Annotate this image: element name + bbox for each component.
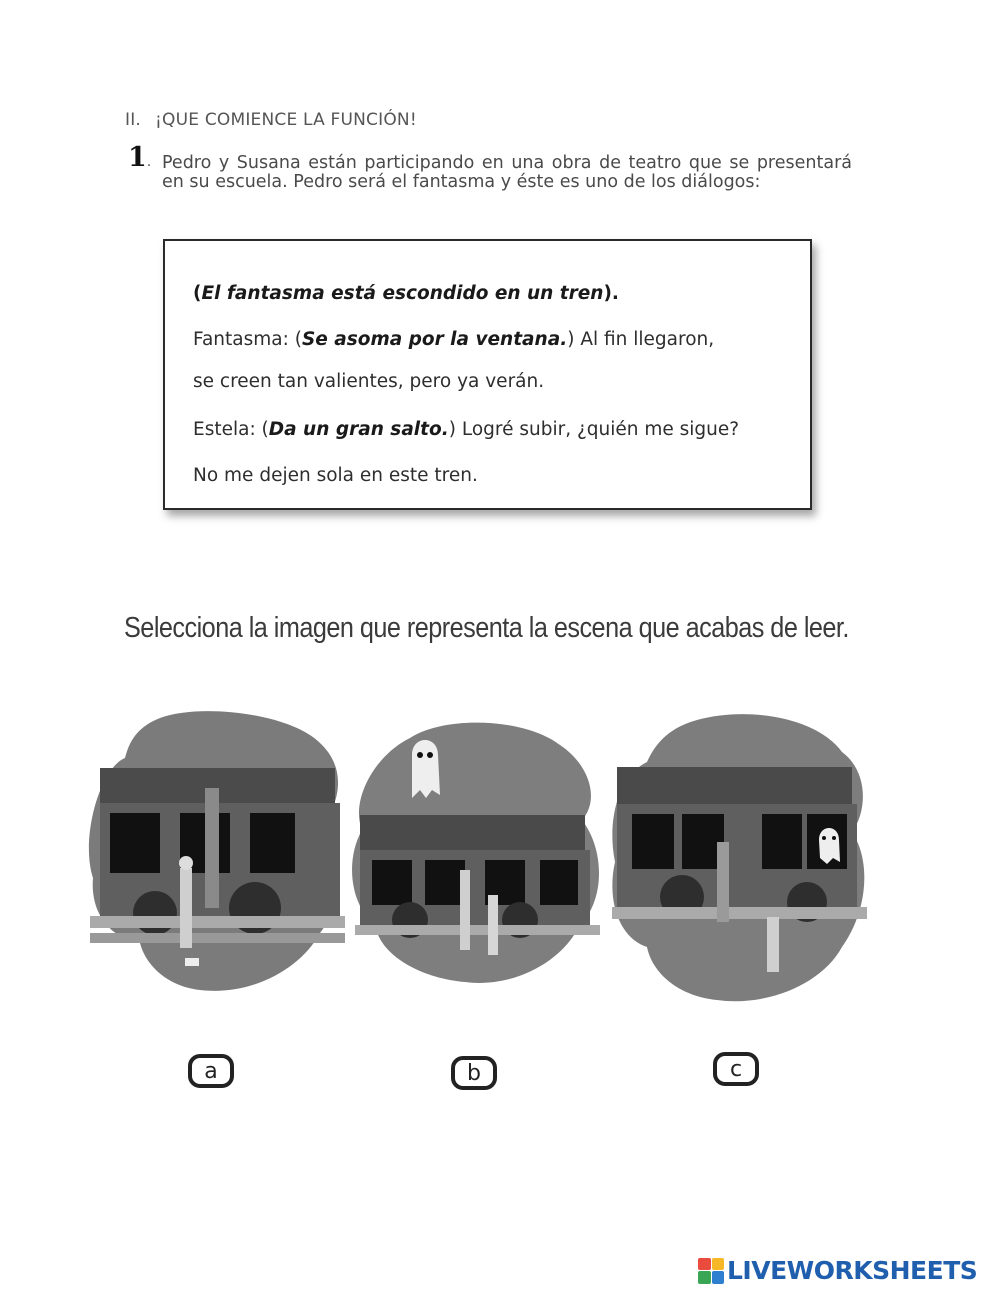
dialog-paren-close: ). xyxy=(603,283,619,304)
question-number-dot: . xyxy=(146,154,152,170)
dialog-line-3: se creen tan valientes, pero ya verán. xyxy=(193,371,545,392)
frame-line xyxy=(0,6,2,446)
dialog-text-4: ) Logré subir, ¿quién me sigue? xyxy=(448,419,740,440)
section-heading: ¡QUE COMIENCE LA FUNCIÓN! xyxy=(155,110,417,130)
speaker-estela: Estela: ( xyxy=(193,419,269,440)
stage-direction-4: Da un gran salto. xyxy=(268,419,449,440)
option-c-button[interactable]: c xyxy=(713,1052,759,1086)
dialog-paren-open: ( xyxy=(193,283,202,304)
option-b-button[interactable]: b xyxy=(451,1056,497,1090)
question-number-digit: 1 xyxy=(128,142,147,173)
dialog-line-4 xyxy=(193,419,739,440)
stage-direction-2: Se asoma por la ventana. xyxy=(301,329,568,350)
frame-line xyxy=(0,446,2,966)
dialog-box xyxy=(163,239,812,510)
dialog-line-2 xyxy=(193,329,714,350)
scene-image-c[interactable] xyxy=(607,712,872,1012)
logo-square-blue xyxy=(712,1271,725,1284)
speaker-fantasma: Fantasma: ( xyxy=(193,329,302,350)
stage-direction-1: El fantasma está escondido en un tren xyxy=(201,283,604,304)
dialog-line-5: No me dejen sola en este tren. xyxy=(193,465,478,486)
question-prompt: Pedro y Susana están participando en una obra de teatro que se presentará en su escuela. Pedro será el fantasma y éste es uno de los diálogos: xyxy=(162,153,852,192)
liveworksheets-logo-icon xyxy=(698,1258,724,1284)
question-number xyxy=(128,142,151,173)
option-a-button[interactable]: a xyxy=(188,1054,234,1088)
activity-instruction: Selecciona la imagen que representa la escena que acabas de leer. xyxy=(124,612,849,644)
logo-square-yellow xyxy=(712,1258,725,1271)
scene-image-a[interactable] xyxy=(85,708,345,998)
liveworksheets-logo-text: LIVEWORKSHEETS xyxy=(727,1256,978,1285)
dialog-text-2: ) Al fin llegaron, xyxy=(567,329,715,350)
frame-line xyxy=(0,4,120,6)
section-title xyxy=(125,110,417,130)
dialog-line-1 xyxy=(193,283,619,304)
logo-square-green xyxy=(698,1271,711,1284)
liveworksheets-logo[interactable] xyxy=(698,1256,977,1285)
section-number: II. xyxy=(125,110,142,130)
scene-image-b[interactable] xyxy=(350,720,605,990)
logo-square-red xyxy=(698,1258,711,1271)
